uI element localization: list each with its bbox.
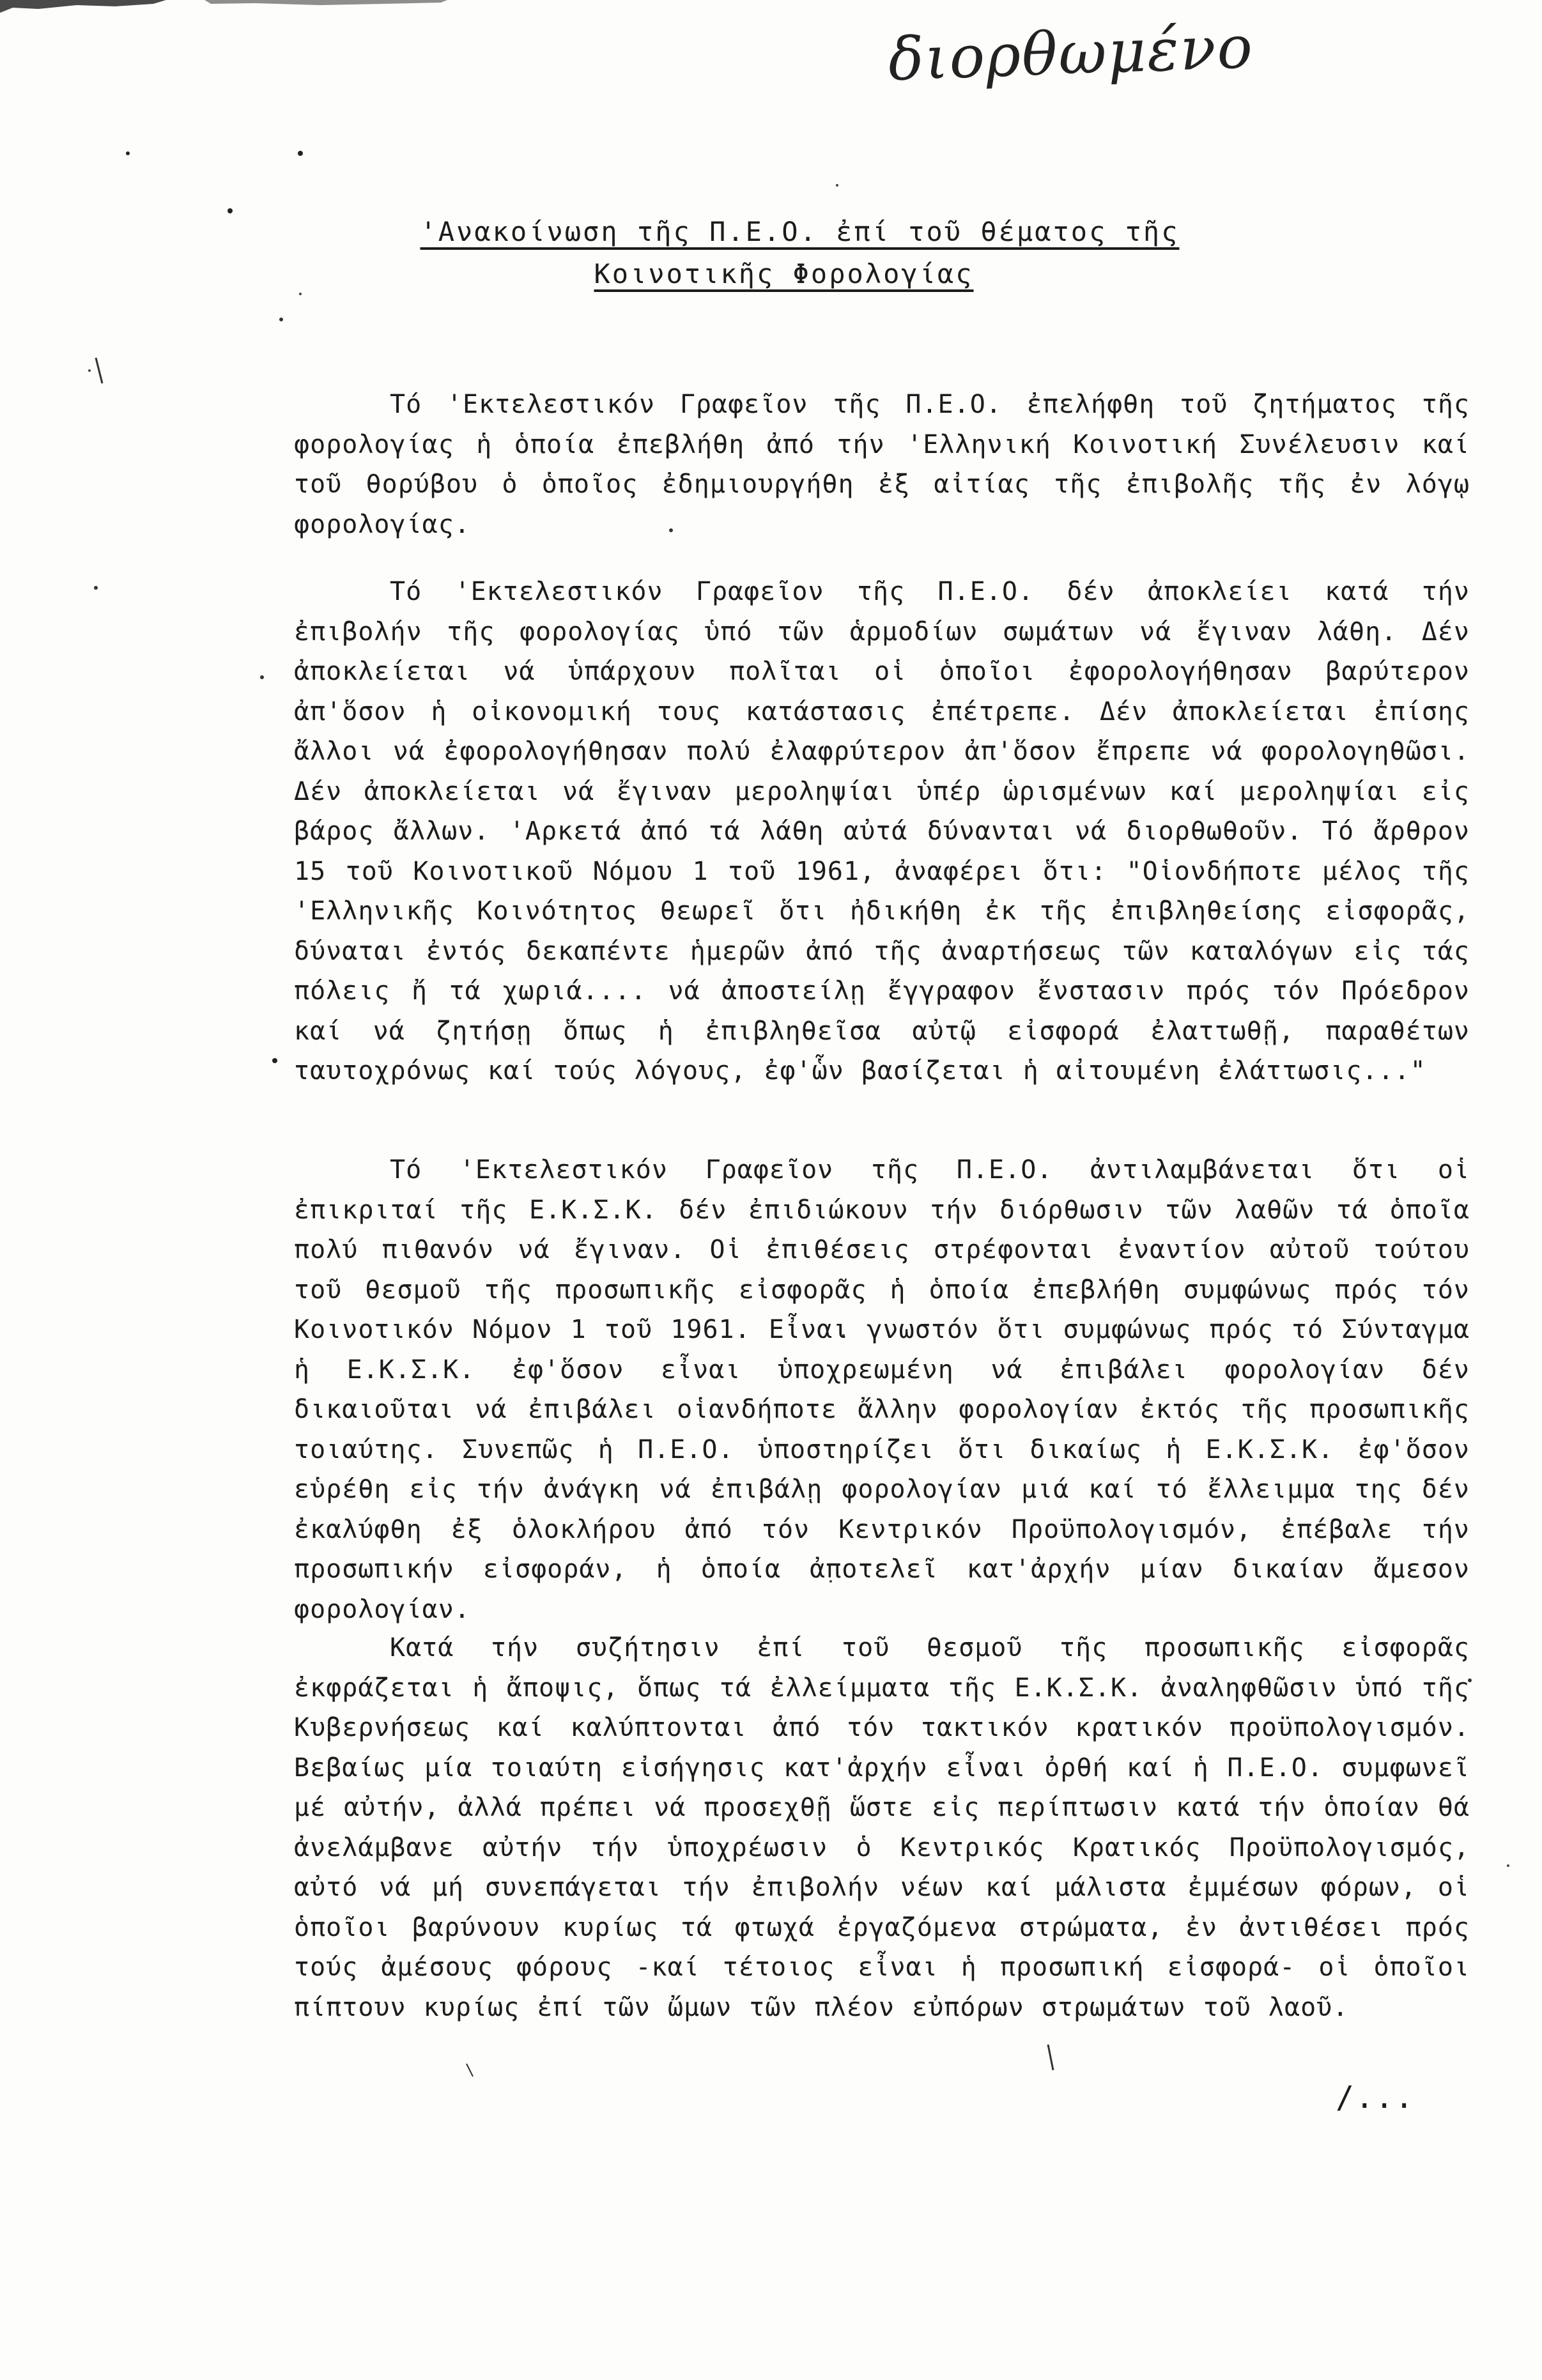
paragraph-1: Τό 'Εκτελεστικόν Γραφεῖον τῆς Π.Ε.Ο. ἐπελήφθη τοῦ ζητήματος τῆς φορολογίας ἡ ὁποία ἐπεβλήθη ἀπό τήν 'Ελληνική Κοινοτική Συνέλευσιν καί τοῦ θορύβου ὁ ὁποῖος ἐδημιουργήθη ἐξ αἰτίας τῆς ἐπιβολῆς τῆς ἐν λόγῳ φορολογίας. bbox=[294, 390, 1470, 539]
title-line-2: Κοινοτικῆς Φορολογίας bbox=[594, 258, 974, 289]
paragraph-2: Τό 'Εκτελεστικόν Γραφεῖον τῆς Π.Ε.Ο. δέν ἀποκλείει κατά τήν ἐπιβολήν τῆς φορολογίας ὑπό τῶν ἁρμοδίων σωμάτων νά ἔγιναν λάθη. Δέν ἀποκλείεται νά ὑπάρχουν πολῖται οἱ ὁποῖοι ἐφορολογήθησαν βαρύτερον ἀπ'ὅσον ἡ οἰκονομική τους κατάστασις ἐπέτρεπε. Δέν ἀποκλείεται ἐπίσης ἄλλοι νά ἐφορολογήθησαν πολύ ἐλαφρύτερον ἀπ'ὅσον ἔπρεπε νά φορολογηθῶσι. Δέν ἀποκλείεται νά ἔγιναν μεροληψίαι ὑπέρ ὡρισμένων καί μεροληψίαι εἰς βάρος ἄλλων. 'Αρκετά ἀπό τά λάθη αὐτά δύνανται νά διορθωθοῦν. Τό ἄρθρον 15 τοῦ Κοινοτικοῦ Νόμου 1 τοῦ 1961, ἀναφέρει ὅτι: "Οἱονδήποτε μέλος τῆς 'Ελληνικῆς Κοινότητος θεωρεῖ ὅτι ἠδικήθη ἐκ τῆς ἐπιβληθείσης εἰσφορᾶς, δύναται ἐντός δεκαπέντε ἡμερῶν ἀπό τῆς ἀναρτήσεως τῶν καταλόγων εἰς τάς πόλεις ἤ τά χωριά.... νά ἀποστείλῃ ἔγγραφον ἔνστασιν πρός τόν Πρόεδρον καί νά ζητήσῃ ὅπως ἡ ἐπιβληθεῖσα αὐτῷ εἰσφορά ἐλαττωθῇ, παραθέτων ταυτοχρόνως καί τούς λόγους, ἐφ'ὧν βασίζεται ἡ αἰτουμένη ἐλάττωσις..." bbox=[294, 577, 1470, 1086]
title-line-1: 'Ανακοίνωση τῆς Π.Ε.Ο. ἐπί τοῦ θέματος τῆς bbox=[420, 216, 1180, 247]
handwritten-note: διορθωμένο bbox=[887, 13, 1255, 94]
continuation-mark: /... bbox=[1336, 2080, 1415, 2115]
paragraph-4: Κατά τήν συζήτησιν ἐπί τοῦ θεσμοῦ τῆς προσωπικῆς εἰσφορᾶς ἐκφράζεται ἡ ἄποψις, ὅπως τά ἐλλείμματα τῆς Ε.Κ.Σ.Κ. ἀναληφθῶσιν ὑπό τῆς Κυβερνήσεως καί καλύπτονται ἀπό τόν τακτικόν κρατικόν προϋπολογισμόν. Βεβαίως μία τοιαύτη εἰσήγησις κατ'ἀρχήν εἶναι ὀρθή καί ἡ Π.Ε.Ο. συμφωνεῖ μέ αὐτήν, ἀλλά πρέπει νά προσεχθῇ ὥστε εἰς περίπτωσιν κατά τήν ὁποίαν θά ἀνελάμβανε αὐτήν τήν ὑποχρέωσιν ὁ Κεντρικός Κρατικός Προϋπολογισμός, αὐτό νά μή συνεπάγεται τήν ἐπιβολήν νέων καί μάλιστα ἐμμέσων φόρων, οἱ ὁποῖοι βαρύνουν κυρίως τά φτωχά ἐργαζόμενα στρώματα, ἐν ἀντιθέσει πρός τούς ἀμέσους φόρους -καί τέτοιος εἶναι ἡ προσωπική εἰσφορά- οἱ ὁποῖοι πίπτουν κυρίως ἐπί τῶν ὤμων τῶν πλέον εὐπόρων στρωμάτων τοῦ λαοῦ. bbox=[294, 1633, 1470, 2022]
paragraph-3: Τό 'Εκτελεστικόν Γραφεῖον τῆς Π.Ε.Ο. ἀντιλαμβάνεται ὅτι οἱ ἐπικριταί τῆς Ε.Κ.Σ.Κ. δέν ἐπιδιώκουν τήν διόρθωσιν τῶν λαθῶν τά ὁποῖα πολύ πιθανόν νά ἔγιναν. Οἱ ἐπιθέσεις στρέφονται ἐναντίον αὐτοῦ τούτου τοῦ θεσμοῦ τῆς προσωπικῆς εἰσφορᾶς ἡ ὁποία ἐπεβλήθη συμφώνως πρός τόν Κοινοτικόν Νόμον 1 τοῦ 1961. Εἶναι γνωστόν ὅτι συμφώνως πρός τό Σύνταγμα ἡ Ε.Κ.Σ.Κ. ἐφ'ὅσον εἶναι ὑποχρεωμένη νά ἐπιβάλει φορολογίαν δέν δικαιοῦται νά ἐπιβάλει οἱανδήποτε ἄλλην φορολογίαν ἐκτός τῆς προσωπικῆς τοιαύτης. Συνεπῶς ἡ Π.Ε.Ο. ὑποστηρίζει ὅτι δικαίως ἡ Ε.Κ.Σ.Κ. ἐφ'ὅσον εὑρέθη εἰς τήν ἀνάγκη νά ἐπιβάλῃ φορολογίαν μιά καί τό ἔλλειμμα της δέν ἐκαλύφθη ἐξ ὁλοκλήρου ἀπό τόν Κεντρικόν Προϋπολογισμόν, ἐπέβαλε τήν προσωπικήν εἰσφοράν, ἡ ὁποία ἀποτελεῖ κατ'ἀρχήν μίαν δικαίαν ἄμεσον φορολογίαν. bbox=[294, 1155, 1470, 1624]
document-title bbox=[0, 211, 1542, 295]
